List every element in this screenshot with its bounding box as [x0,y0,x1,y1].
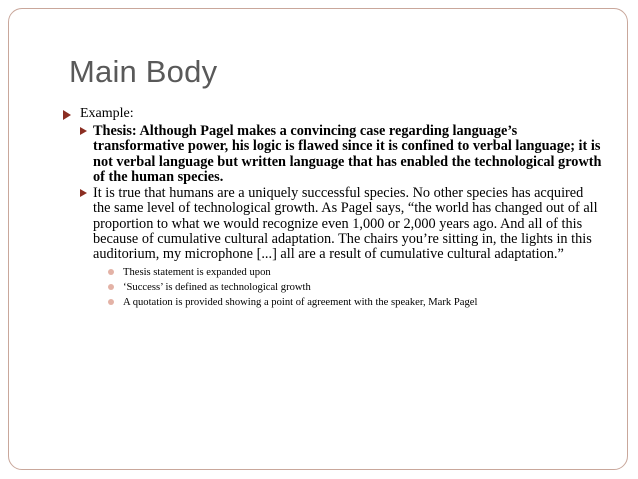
dot-bullet-icon [108,284,114,290]
dot-bullet-icon [108,299,114,305]
triangle-bullet-icon [80,127,87,135]
note-text: Thesis statement is expanded upon [123,266,271,278]
note-item [108,265,603,280]
example-label: Example: [80,106,134,121]
triangle-bullet-icon [63,110,71,120]
note-item [108,280,603,295]
note-text: A quotation is provided showing a point of agreement with the speaker, Mark Pagel [123,296,478,308]
triangle-bullet-icon [80,189,87,197]
bullet-example [63,105,603,122]
dot-bullet-icon [108,269,114,275]
thesis-text: Thesis: Although Pagel makes a convincing case regarding language’s transformative power, his logic is flawed since it is confined to verbal language; it is not verbal language but written language that has enabled the technological growth of the human species. [93,123,602,185]
point-text: It is true that humans are a uniquely successful species. No other species has acquired the same level of technological growth. As Pagel says, “the world has changed out of all proportion to what we would recognize even 1,000 or 2,000 years ago. And all of this because of cumulative cultural adaptation. The chairs you’re sitting in, the lights in this auditorium, my microphone [...] all are a result of cumulative cultural adaptation.” [93,185,598,263]
bullet-point [80,186,603,262]
slide-body [63,105,603,310]
note-text: ‘Success’ is defined as technological growth [123,281,311,293]
slide-title: Main Body [69,54,218,89]
note-item [108,295,603,310]
bullet-thesis [80,124,603,185]
